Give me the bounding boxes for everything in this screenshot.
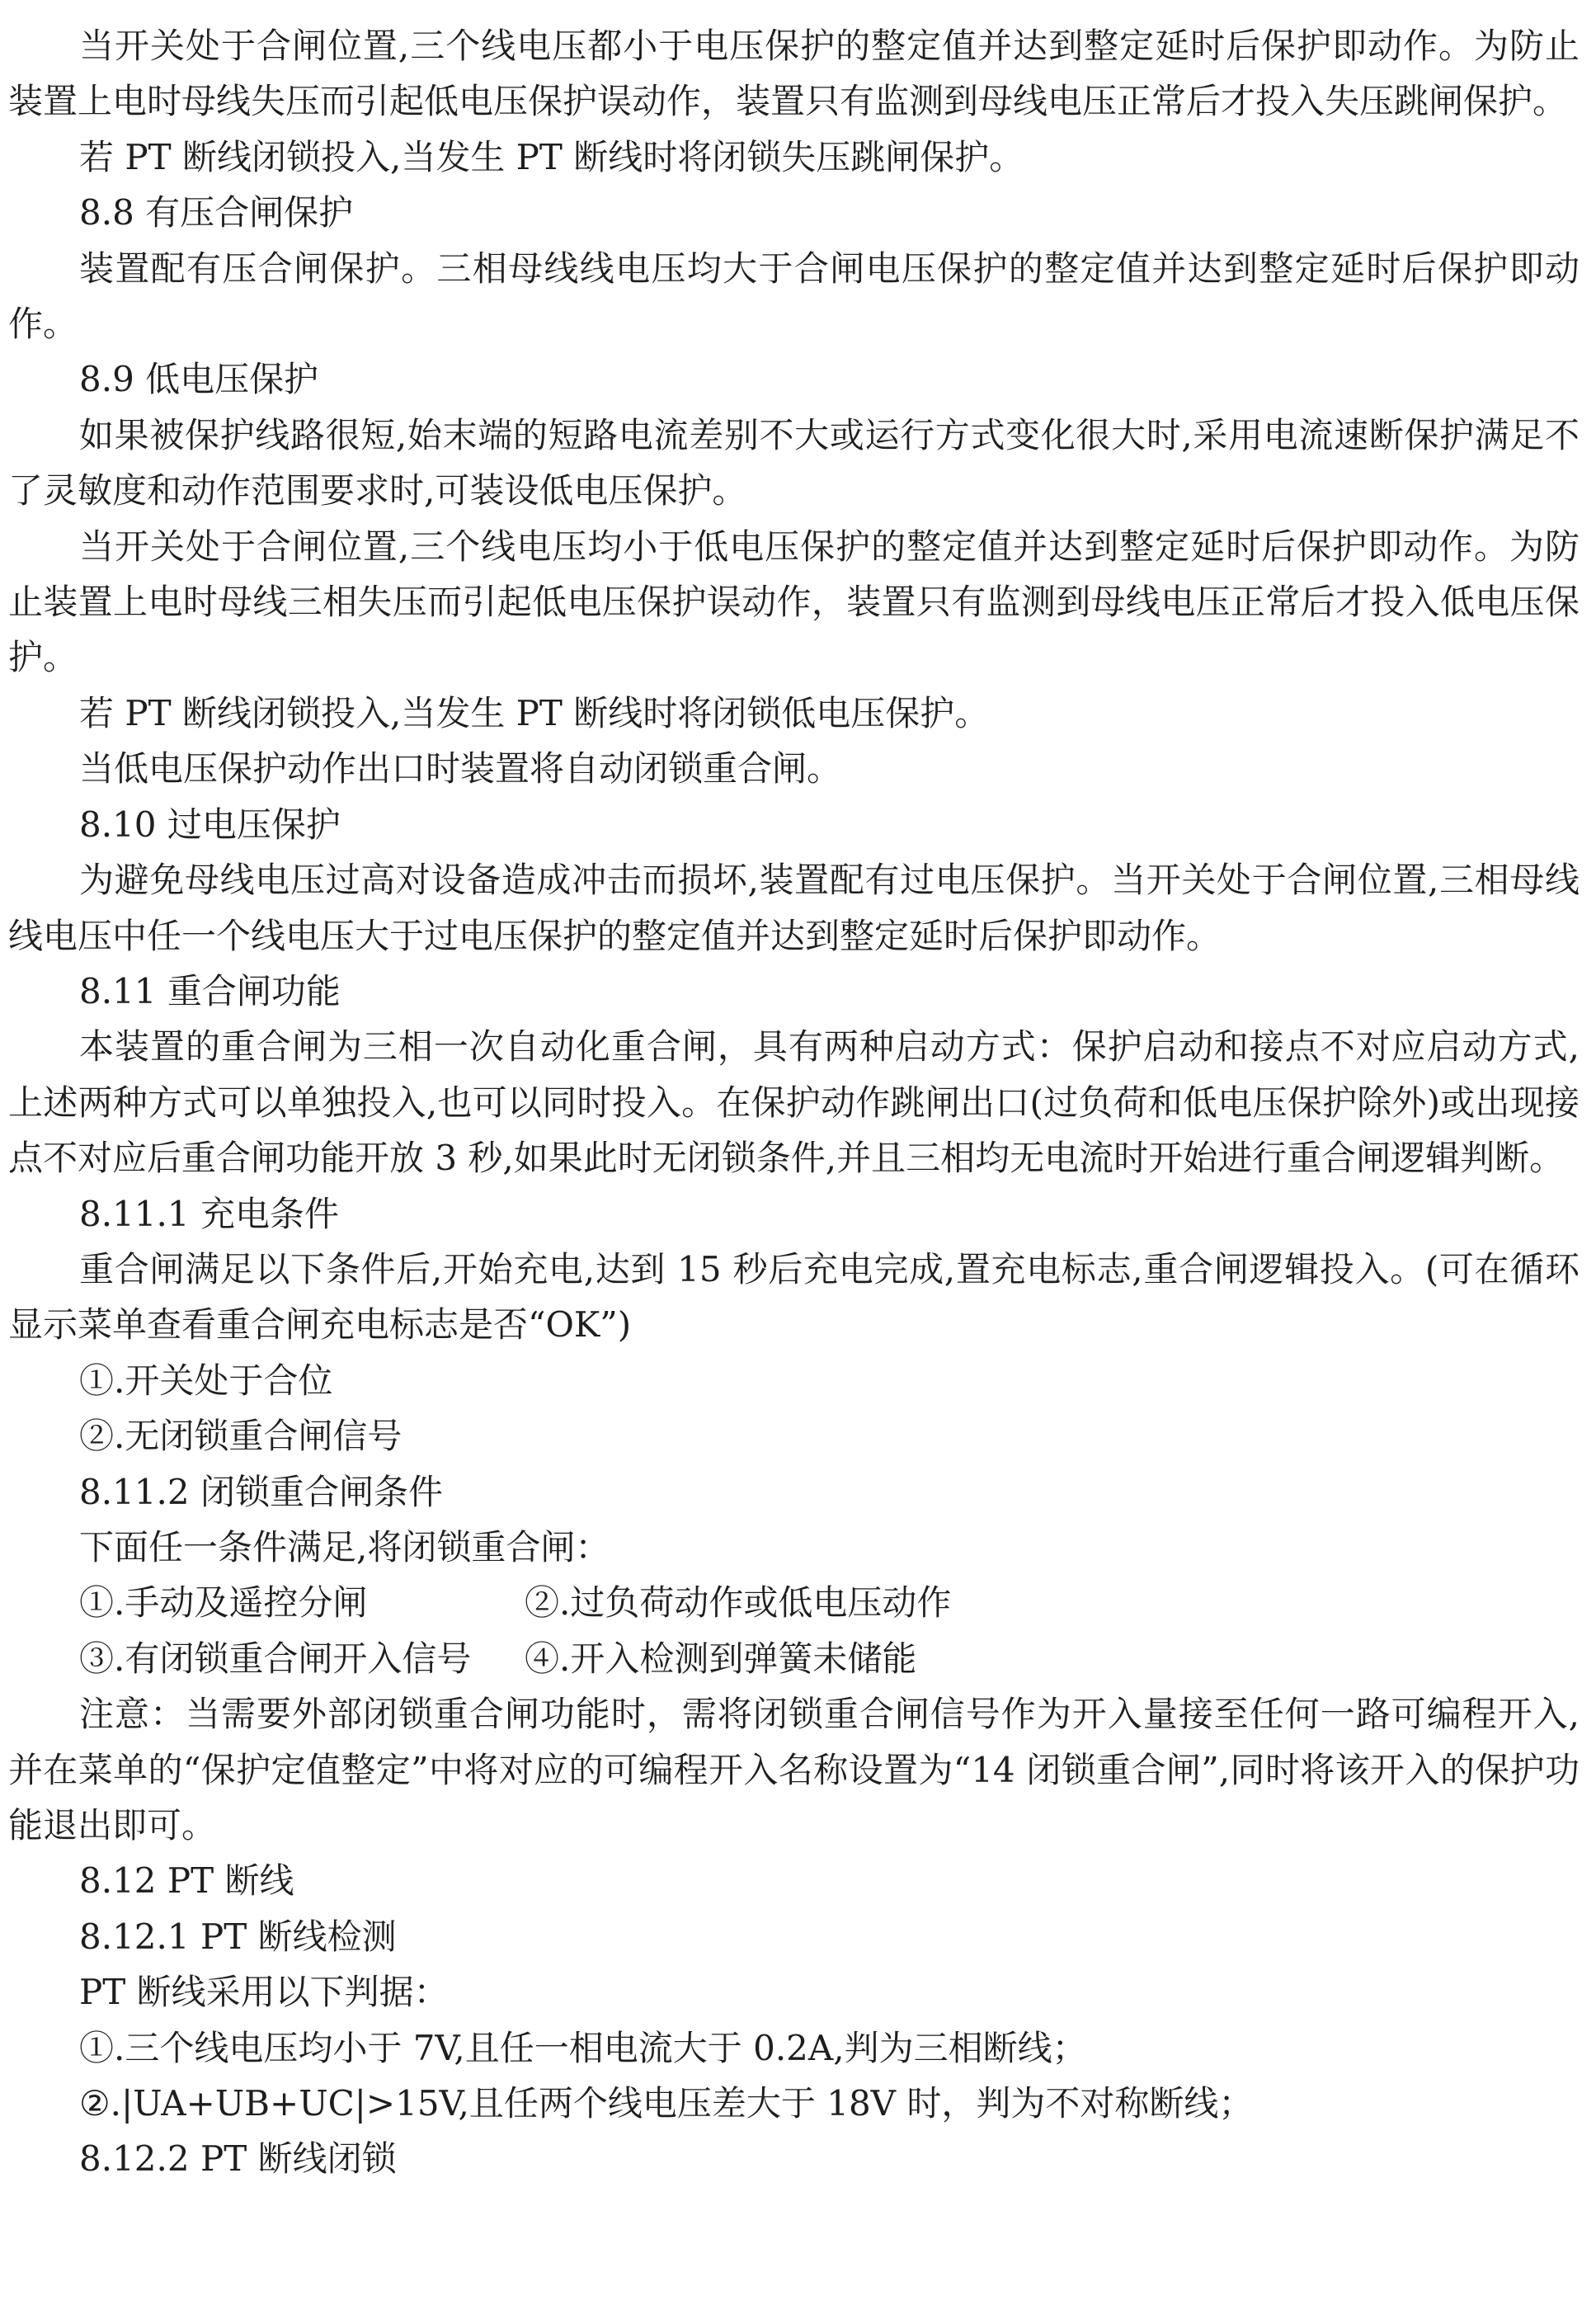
list-item: ①.手动及遥控分闸	[79, 1582, 368, 1624]
section-heading: 8.10 过电压保护	[79, 804, 341, 845]
paragraph: 若 PT 断线闭锁投入,当发生 PT 断线时将闭锁低电压保护。	[79, 692, 990, 733]
section-heading: 8.8 有压合闸保护	[79, 192, 354, 233]
paragraph: 装置配有压合闸保护。三相母线线电压均大于合闸电压保护的整定值并达到整定延时后保护即动作。	[8, 247, 1580, 345]
paragraph: 注意：当需要外部闭锁重合闸功能时，需将闭锁重合闸信号作为开入量接至任何一路可编程开入,并在菜单的“保护定值整定”中将对应的可编程开入名称设置为“14 闭锁重合闸”,同时将该开入的保护功能退出即可。	[8, 1694, 1580, 1846]
section-heading: 8.9 低电压保护	[79, 359, 319, 400]
section-heading: 8.11 重合闸功能	[79, 970, 341, 1011]
paragraph: 重合闸满足以下条件后,开始充电,达到 15 秒后充电完成,置充电标志,重合闸逻辑投入。(可在循环显示菜单查看重合闸充电标志是否“OK”)	[8, 1248, 1580, 1346]
paragraph: 如果被保护线路很短,始末端的短路电流差别不大或运行方式变化很大时,采用电流速断保护满足不了灵敏度和动作范围要求时,可装设低电压保护。	[8, 414, 1580, 511]
paragraph: 当开关处于合闸位置,三个线电压都小于电压保护的整定值并达到整定延时后保护即动作。为防止装置上电时母线失压而引起低电压保护误动作，装置只有监测到母线电压正常后才投入失压跳闸保护。	[8, 26, 1580, 122]
list-item: 下面任一条件满足,将闭锁重合闸：	[79, 1526, 610, 1567]
list-item: ②.|UA+UB+UC|>15V,且任两个线电压差大于 18V 时，判为不对称断线；	[79, 2083, 1254, 2124]
paragraph: 若 PT 断线闭锁投入,当发生 PT 断线时将闭锁失压跳闸保护。	[79, 136, 1024, 177]
paragraph: 为避免母线电压过高对设备造成冲击而损坏,装置配有过电压保护。当开关处于合闸位置,三相母线线电压中任一个线电压大于过电压保护的整定值并达到整定延时后保护即动作。	[8, 860, 1580, 956]
document-page	[8, 18, 1580, 2187]
paragraph: 当低电压保护动作出口时装置将自动闭锁重合闸。	[79, 748, 842, 790]
paragraph: 当开关处于合闸位置,三个线电压均小于低电压保护的整定值并达到整定延时后保护即动作。为防止装置上电时母线三相失压而引起低电压保护误动作，装置只有监测到母线电压正常后才投入低电压保护。	[8, 526, 1580, 678]
list-item: ①.开关处于合位	[79, 1360, 333, 1401]
list-item: ②.无闭锁重合闸信号	[79, 1416, 403, 1457]
list-item: ③.有闭锁重合闸开入信号	[79, 1638, 472, 1679]
section-heading: 8.12.1 PT 断线检测	[79, 1916, 397, 1957]
list-item: ②.过负荷动作或低电压动作	[525, 1582, 952, 1624]
list-row	[8, 1575, 1580, 1630]
section-heading: 8.12.2 PT 断线闭锁	[79, 2138, 397, 2180]
list-item: PT 断线采用以下判据：	[79, 1972, 449, 2013]
section-heading: 8.11.2 闭锁重合闸条件	[79, 1471, 443, 1512]
section-heading: 8.12 PT 断线	[79, 1860, 294, 1902]
list-row	[8, 1631, 1580, 1686]
list-item: ①.三个线电压均小于 7V,且任一相电流大于 0.2A,判为三相断线；	[79, 2027, 1087, 2068]
list-item: ④.开入检测到弹簧未储能	[525, 1638, 917, 1679]
paragraph: 本装置的重合闸为三相一次自动化重合闸，具有两种启动方式：保护启动和接点不对应启动方式,上述两种方式可以单独投入,也可以同时投入。在保护动作跳闸出口(过负荷和低电压保护除外)或出现接点不对应后重合闸功能开放 3 秒,如果此时无闭锁条件,并且三相均无电流时开始进行重合闸逻辑判断。	[8, 1026, 1580, 1179]
section-heading: 8.11.1 充电条件	[79, 1193, 339, 1234]
